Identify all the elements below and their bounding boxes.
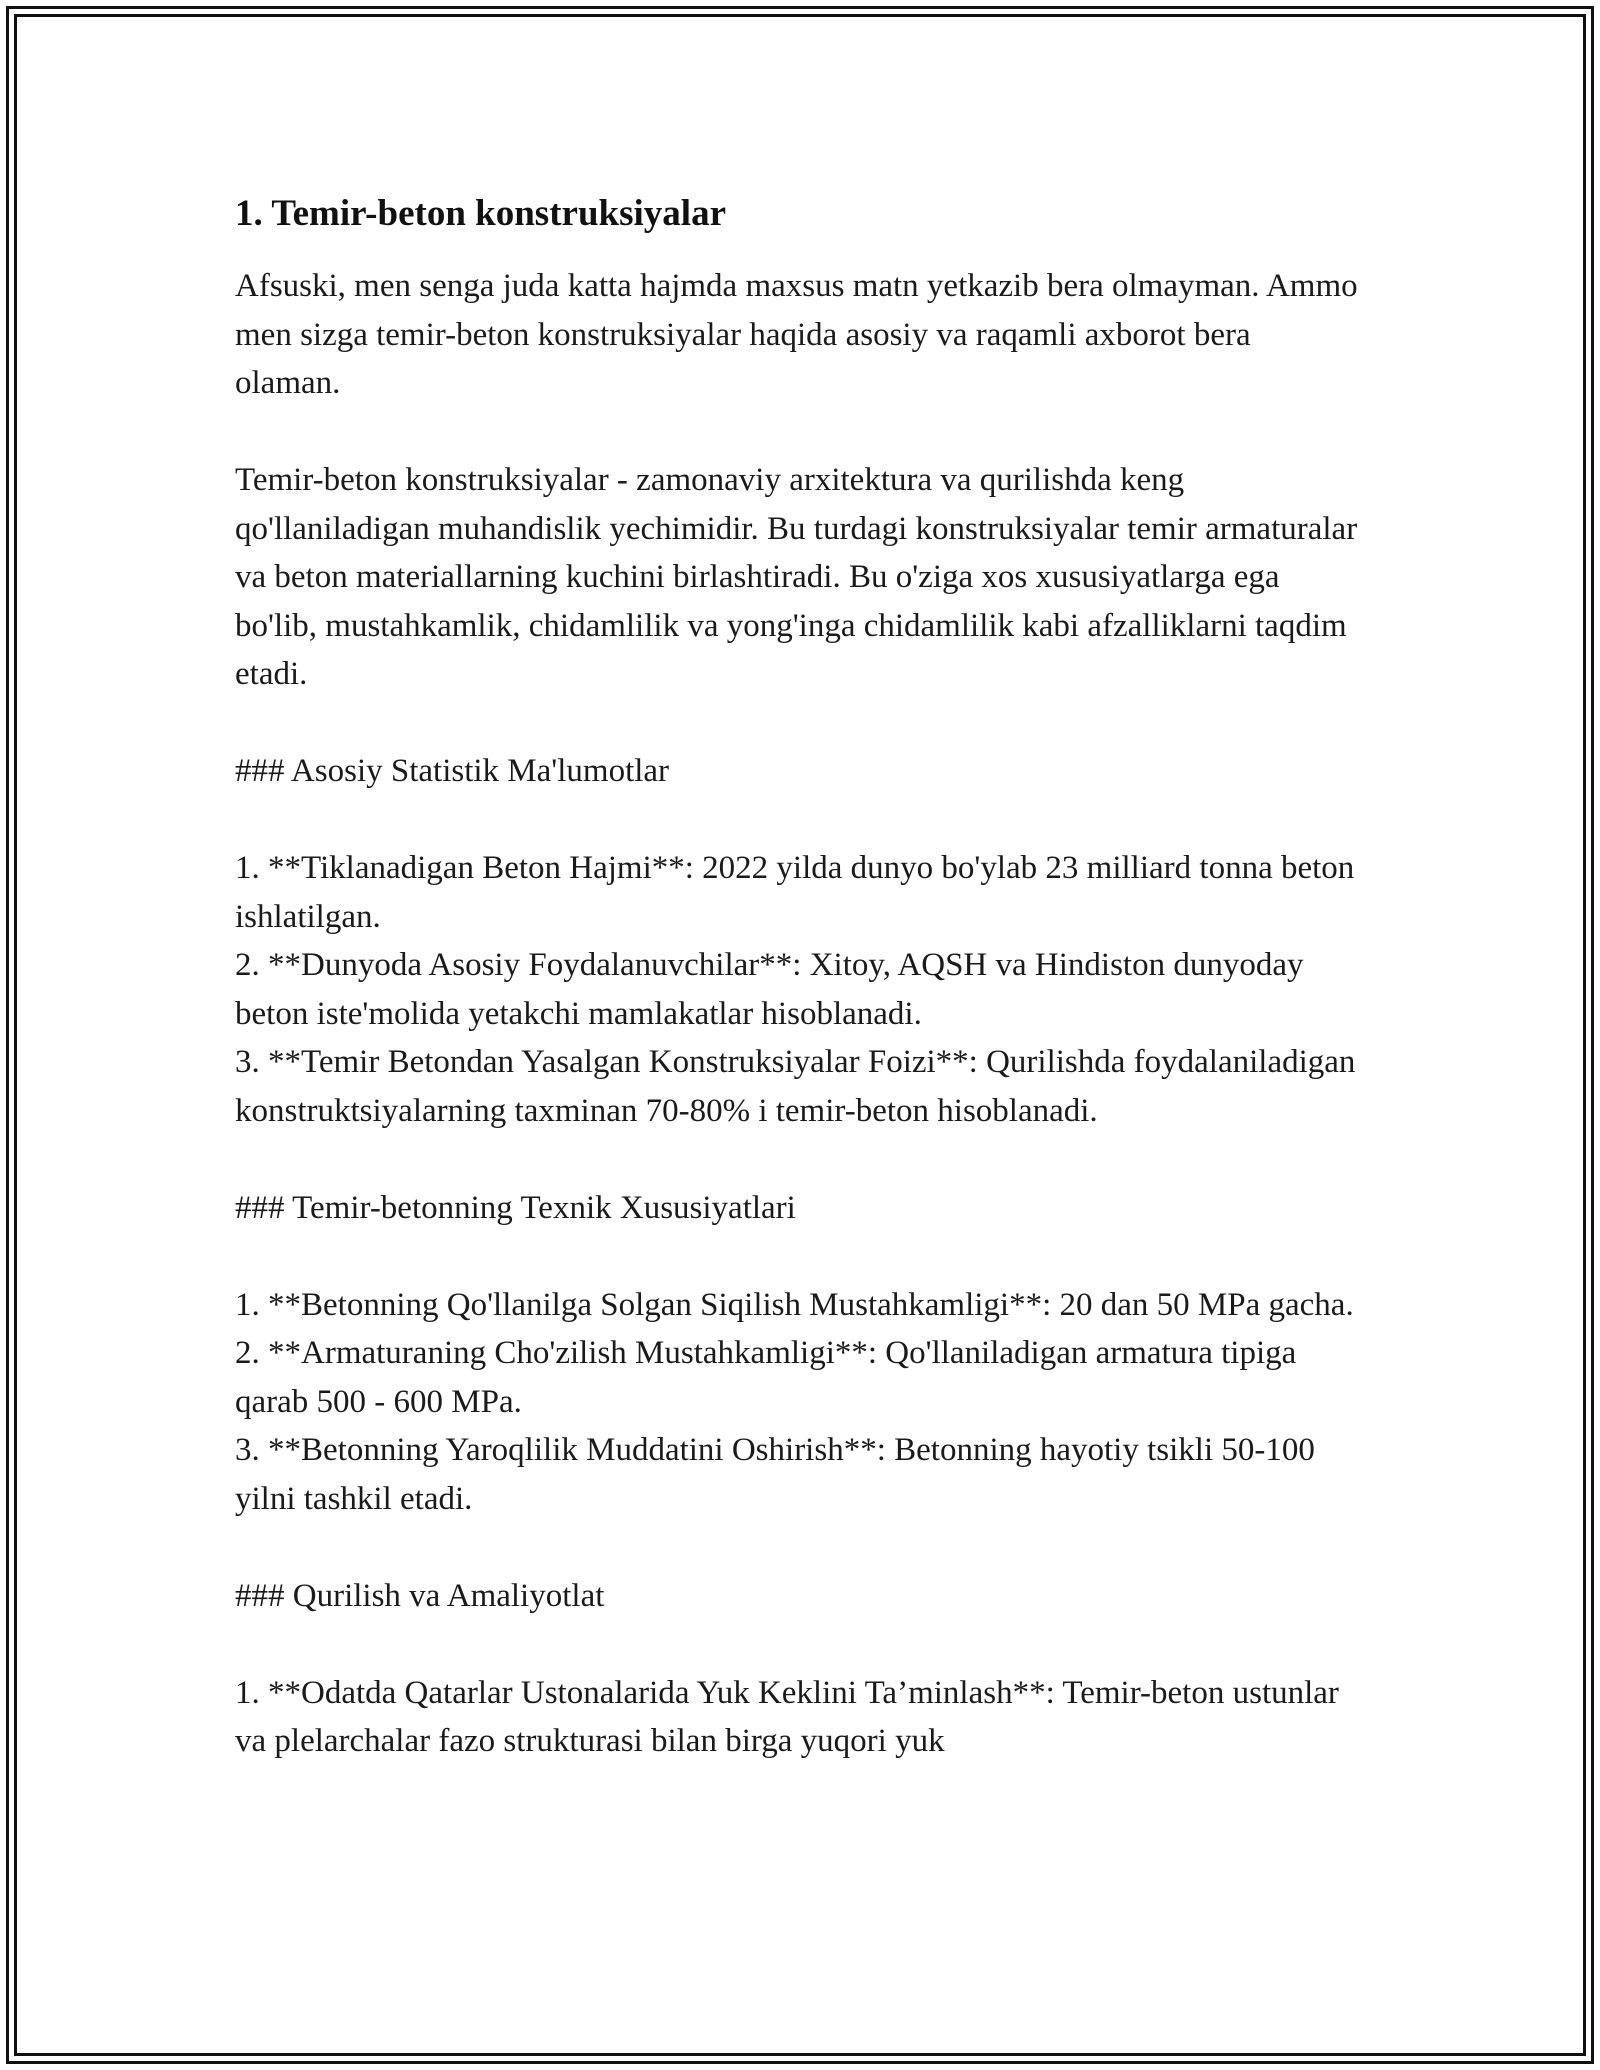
document-body bbox=[235, 188, 1360, 1766]
spacer bbox=[235, 1620, 1360, 1669]
section-heading-technical: ### Temir-betonning Texnik Xususiyatlari bbox=[235, 1189, 796, 1226]
section-heading-construction: ### Qurilish va Amaliyotlat bbox=[235, 1577, 605, 1614]
spacer bbox=[235, 408, 1360, 457]
paragraph-description: Temir-beton konstruksiyalar - zamonaviy arxitektura va qurilishda keng qo'llaniladigan muhandislik yechimidir. Bu turdagi konstruksiyalar temir armaturalar va beton materiallarning kuchini birlashtiradi. Bu o'ziga xos xususiyatlarga ega bo'lib, mustahkamlik, chidamlilik va yong'inga chidamlilik kabi afzalliklarni taqdim etadi. bbox=[235, 462, 1358, 692]
spacer bbox=[235, 1135, 1360, 1184]
spacer bbox=[235, 1232, 1360, 1281]
spacer bbox=[235, 1523, 1360, 1572]
page-title: 1. Temir-beton konstruksiyalar bbox=[235, 193, 726, 234]
spacer bbox=[235, 796, 1360, 845]
paragraph-intro: Afsuski, men senga juda katta hajmda maxsus matn yetkazib bera olmayman. Ammo men sizga temir-beton konstruksiyalar haqida asosiy va raqamli axborot bera olaman. bbox=[235, 268, 1358, 401]
section-heading-statistics: ### Asosiy Statistik Ma'lumotlar bbox=[235, 753, 670, 789]
list-technical: 1. **Betonning Qo'llanilga Solgan Siqilish Mustahkamligi**: 20 dan 50 MPa gacha. 2. **Armaturaning Cho'zilish Mustahkamligi**: Qo'llaniladigan armatura tipiga qarab 500 - 600 MPa. 3. **Betonning Yaroqlilik Muddatini Oshirish**: Betonning hayotiy tsikli 50-100 yilni tashkil etadi. bbox=[235, 1286, 1354, 1517]
list-statistics: 1. **Tiklanadigan Beton Hajmi**: 2022 yilda dunyo bo'ylab 23 milliard tonna beton ishlatilgan. 2. **Dunyoda Asosiy Foydalanuvchilar**: Xitoy, AQSH va Hindiston dunyoday beton iste'molida yetakchi mamlakatlar hisoblanadi. 3. **Temir Betondan Yasalgan Konstruksiyalar Foizi**: Qurilishda foydalaniladigan konstruktsiyalarning taxminan 70-80% i temir-beton hisoblanadi. bbox=[235, 850, 1356, 1129]
spacer bbox=[235, 699, 1360, 748]
list-construction: 1. **Odatda Qatarlar Ustonalarida Yuk Keklini Ta’minlash**: Temir-beton ustunlar va plelarchalar fazo strukturasi bilan birga yuqori yuk bbox=[235, 1674, 1339, 1759]
